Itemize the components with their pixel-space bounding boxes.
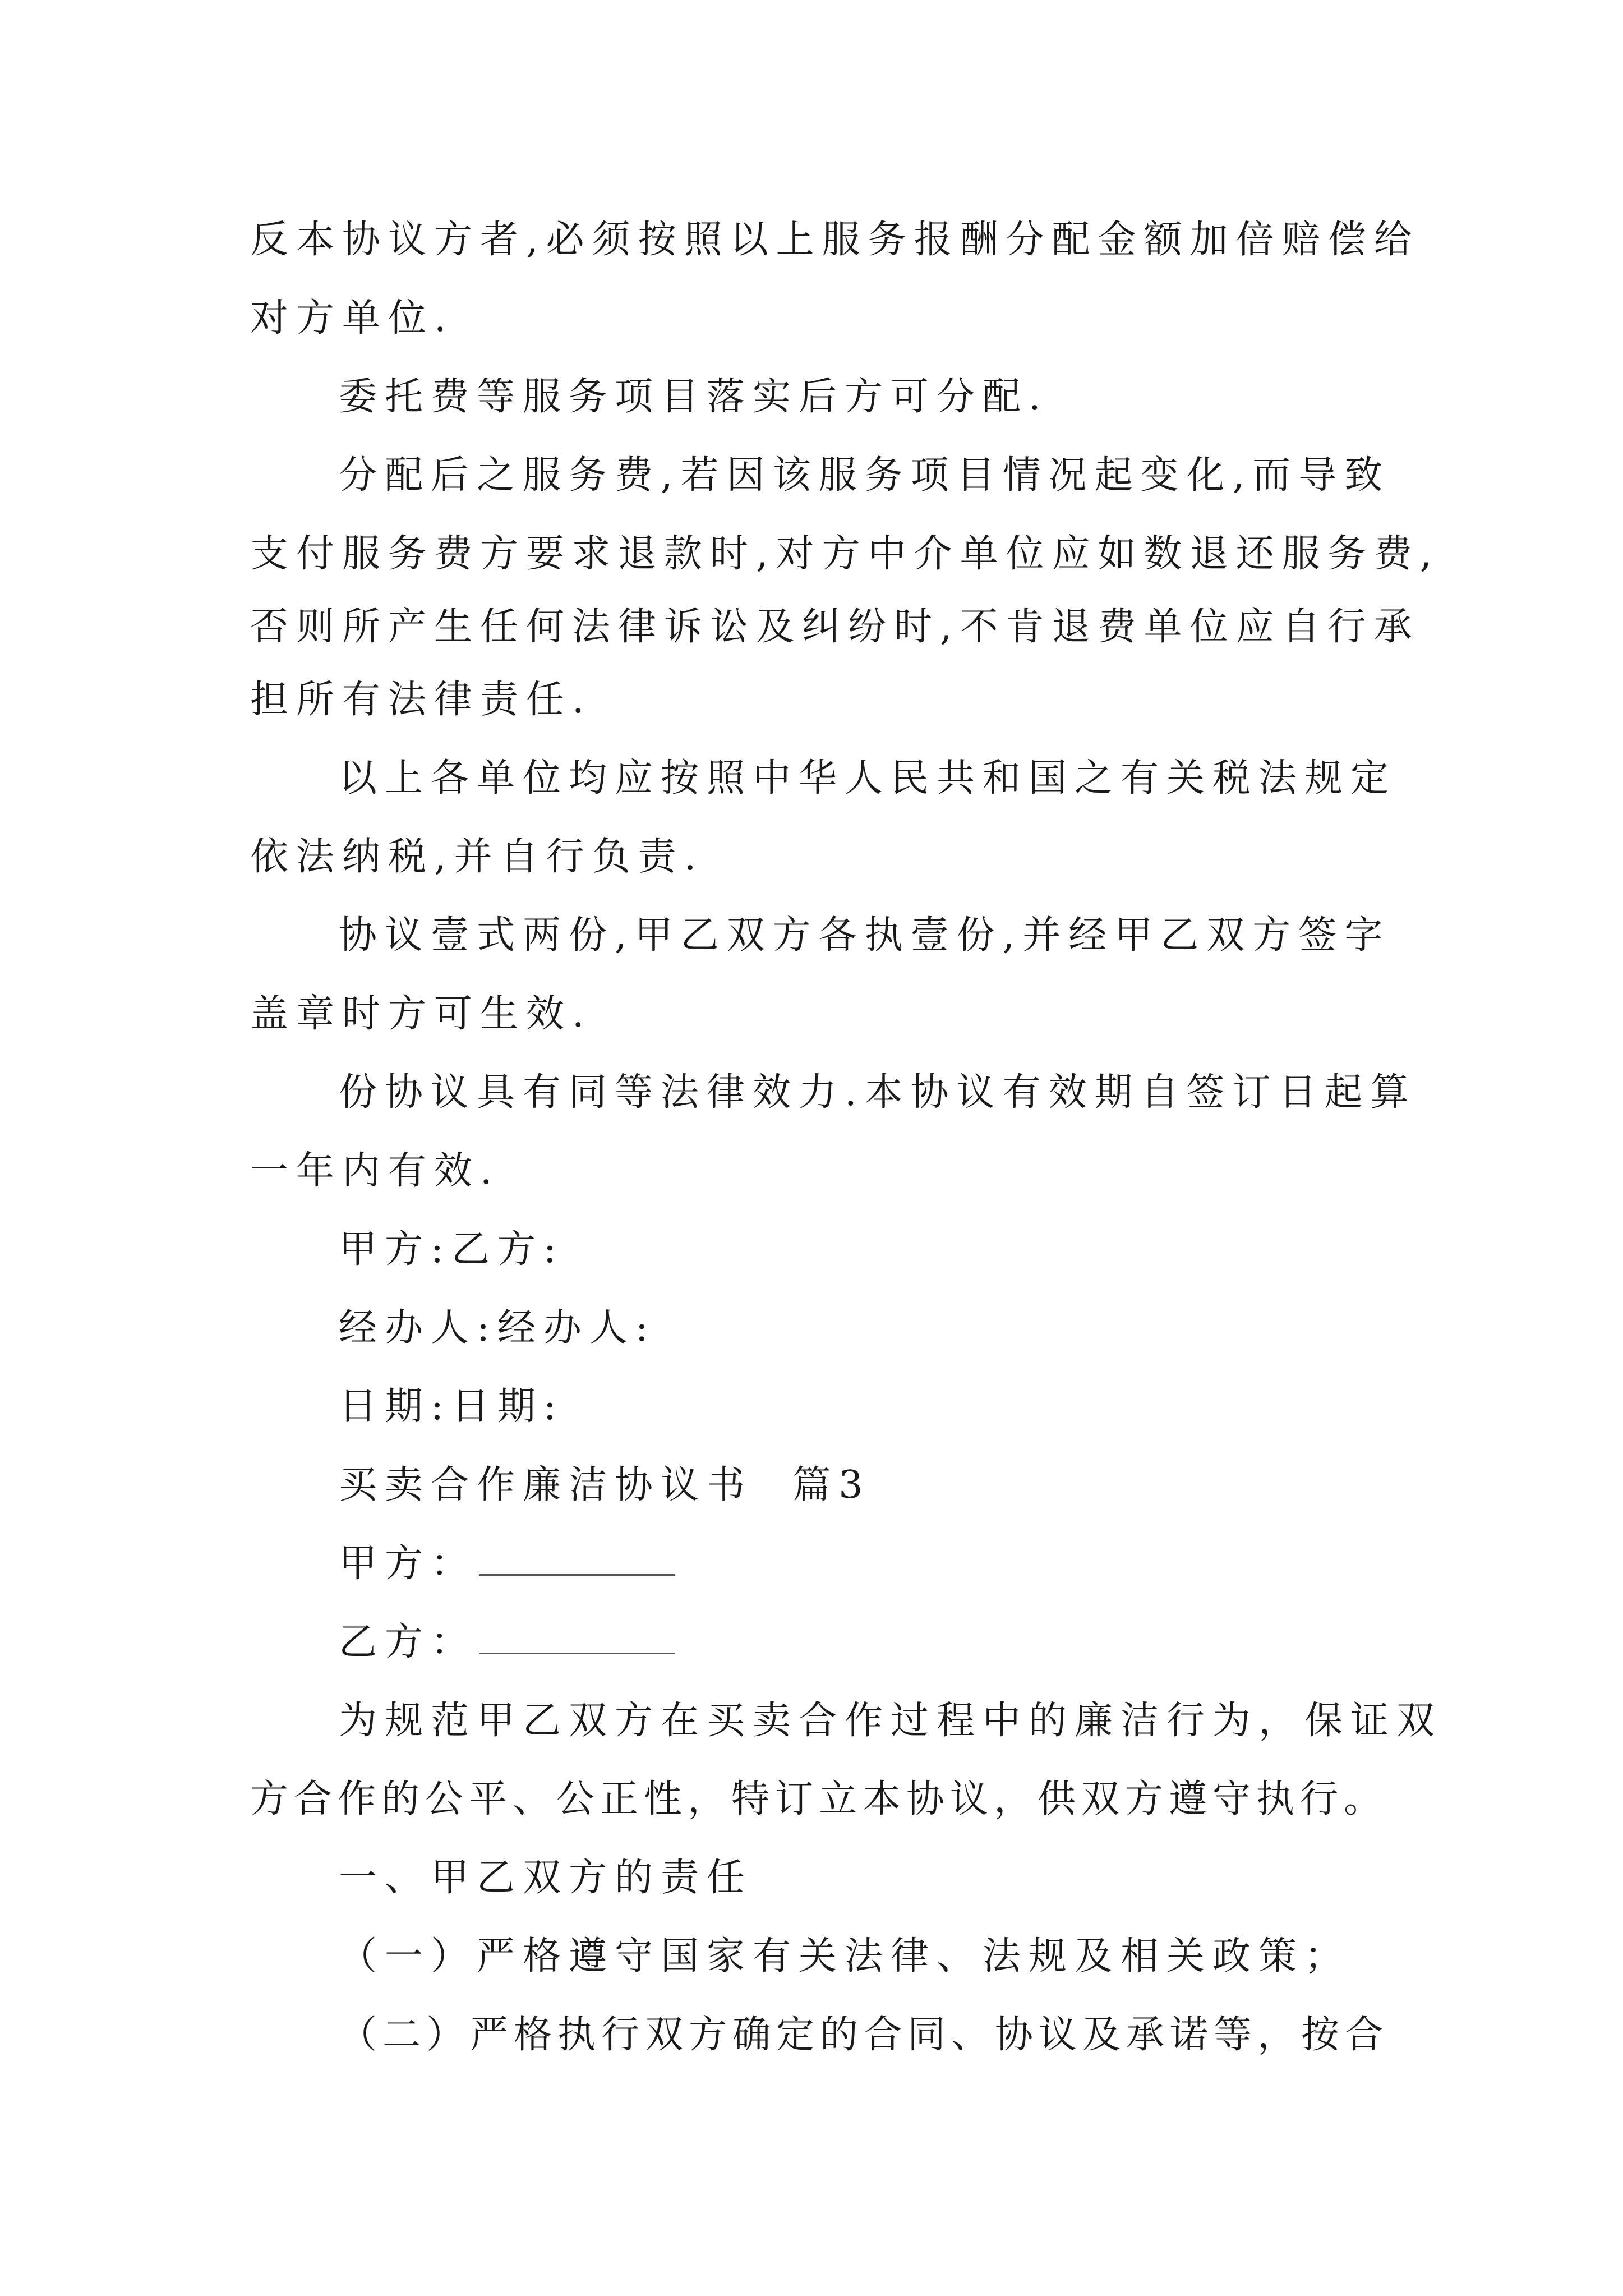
clause-item: （二）严格执行双方确定的合同、协议及承诺等，按合 (339, 2013, 1389, 2057)
paragraph-line: 对方单位. (250, 296, 454, 341)
paragraph-line: 委托费等服务项目落实后方可分配. (339, 375, 1049, 419)
clause-heading: 一、甲乙双方的责任 (339, 1856, 753, 1900)
paragraph-line: 担所有法律责任. (250, 678, 592, 722)
clause-item: （一）严格遵守国家有关法律、法规及相关政策； (339, 1934, 1351, 1978)
paragraph-line: 反本协议方者,必须按照以上服务报酬分配金额加倍赔偿给 (250, 218, 1420, 262)
paragraph-line: 盖章时方可生效. (250, 992, 592, 1036)
paragraph-line: 否则所产生任何法律诉讼及纠纷时,不肯退费单位应自行承 (250, 605, 1420, 649)
paragraph-line: 份协议具有同等法律效力.本协议有效期自签订日起算 (339, 1070, 1417, 1115)
party-b-label: 乙方： (339, 1620, 477, 1664)
paragraph-line: 一年内有效. (250, 1149, 500, 1193)
party-a-row (339, 1542, 675, 1586)
paragraph-line: 为规范甲乙双方在买卖合作过程中的廉洁行为，保证双 (339, 1699, 1443, 1743)
paragraph-line: 支付服务费方要求退款时,对方中介单位应如数退还服务费, (250, 532, 1440, 576)
signature-handler-line: 经办人:经办人: (339, 1306, 656, 1350)
party-a-blank (479, 1557, 675, 1576)
paragraph-line: 以上各单位均应按照中华人民共和国之有关税法规定 (339, 756, 1397, 800)
signature-date-line: 日期:日期: (339, 1384, 564, 1429)
party-b-blank (479, 1636, 675, 1654)
paragraph-line: 依法纳税,并自行负责. (250, 835, 704, 879)
paragraph-line: 方合作的公平、公正性，特订立本协议，供双方遵守执行。 (250, 1777, 1388, 1821)
party-a-label: 甲方： (339, 1542, 477, 1586)
paragraph-line: 分配后之服务费,若因该服务项目情况起变化,而导致 (339, 453, 1391, 498)
party-b-row (339, 1620, 675, 1665)
section-title: 买卖合作廉洁协议书 篇3 (339, 1463, 871, 1507)
paragraph-line: 协议壹式两份,甲乙双方各执壹份,并经甲乙双方签字 (339, 913, 1391, 958)
signature-party-line: 甲方:乙方: (339, 1227, 564, 1272)
